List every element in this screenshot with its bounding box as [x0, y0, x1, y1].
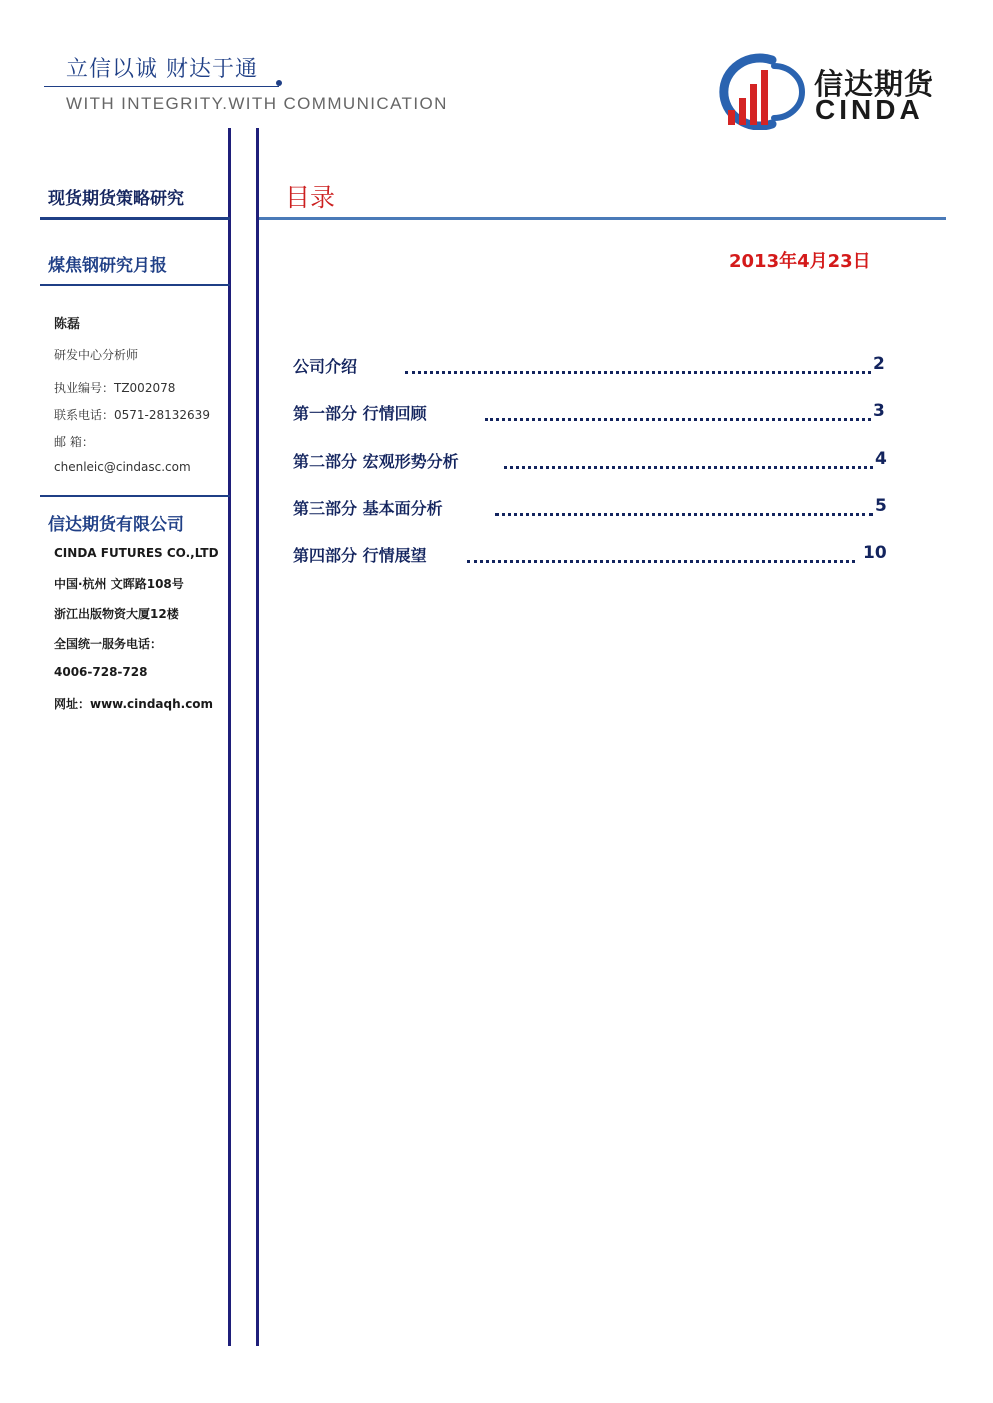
analyst-phone: 联系电话：0571-28132639	[54, 408, 210, 422]
toc-entry-label: 第四部分 行情展望	[293, 546, 427, 565]
company-name: 信达期货有限公司	[48, 515, 184, 535]
analyst-email[interactable]: chenleic@cindasc.com	[54, 460, 191, 474]
sidebar-divider-right	[256, 128, 259, 1346]
cinda-logo-icon	[716, 52, 808, 130]
analyst-email-label: 邮 箱：	[54, 435, 94, 449]
page-title: 目录	[285, 183, 336, 212]
hotline-label: 全国统一服务电话：	[54, 637, 163, 651]
toc-entry-page: 5	[875, 496, 887, 516]
analyst-title: 研发中心分析师	[54, 348, 139, 362]
category-rule	[40, 217, 230, 220]
toc-leader-dots	[405, 371, 871, 374]
company-address-line1: 中国·杭州 文晖路108号	[54, 577, 184, 591]
company-name-english: CINDA FUTURES CO.,LTD	[54, 546, 219, 560]
analyst-name: 陈磊	[54, 317, 81, 332]
report-type: 煤焦钢研究月报	[48, 256, 167, 276]
slogan-underline	[44, 86, 279, 87]
logo-name-chinese: 信达期货	[814, 67, 935, 101]
company-address-line2: 浙江出版物资大厦12楼	[54, 607, 179, 621]
toc-entry-label: 第三部分 基本面分析	[293, 499, 443, 518]
slogan-chinese: 立信以诚 财达于通	[66, 57, 258, 82]
hotline-number: 4006-728-728	[54, 665, 148, 679]
toc-leader-dots	[467, 560, 855, 563]
logo-name-english: CINDA	[815, 94, 924, 125]
toc-entry[interactable]	[293, 543, 887, 569]
company-website[interactable]: 网址：www.cindaqh.com	[54, 697, 214, 711]
report-type-rule	[40, 284, 230, 286]
toc-entry-label: 第二部分 宏观形势分析	[293, 452, 459, 471]
toc-entry-page: 4	[875, 449, 887, 469]
toc-entry-page: 10	[863, 543, 887, 563]
company-rule	[40, 495, 230, 497]
report-date: 2013年4月23日	[729, 251, 871, 272]
slogan-english: WITH INTEGRITY.WITH COMMUNICATION	[66, 94, 448, 113]
toc-entry-label: 公司介绍	[293, 357, 358, 376]
toc-entry[interactable]	[293, 496, 887, 522]
report-category: 现货期货策略研究	[48, 189, 184, 209]
toc-entry[interactable]	[293, 401, 887, 427]
analyst-license: 执业编号：TZ002078	[54, 381, 176, 395]
toc-entry[interactable]	[293, 354, 887, 380]
toc-leader-dots	[495, 513, 873, 516]
title-rule	[259, 217, 946, 220]
toc-leader-dots	[485, 418, 871, 421]
toc-entry-label: 第一部分 行情回顾	[293, 404, 427, 423]
toc-entry[interactable]	[293, 449, 887, 475]
slogan-dot	[276, 80, 282, 86]
sidebar-divider-left	[228, 128, 231, 1346]
toc-entry-page: 3	[873, 401, 885, 421]
toc-leader-dots	[504, 466, 873, 469]
toc-entry-page: 2	[873, 354, 885, 374]
